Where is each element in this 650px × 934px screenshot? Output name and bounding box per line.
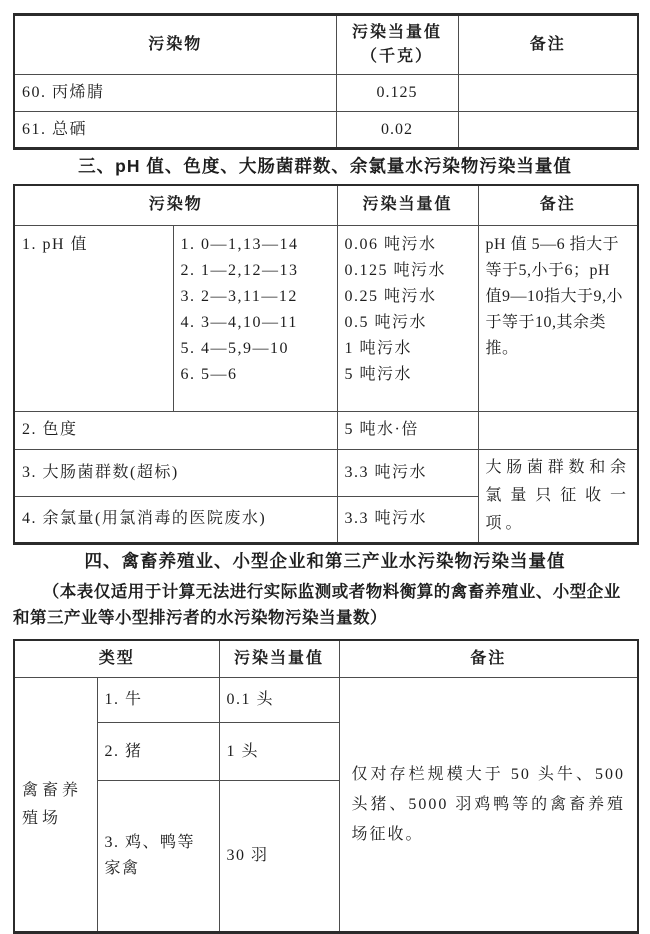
pollutant-equivalent-table-kg (13, 13, 639, 150)
poultry-type: 3. 鸡、鸭等家禽 (97, 781, 219, 933)
livestock-table (13, 639, 639, 934)
coliform-value: 3.3 吨污水 (337, 449, 478, 496)
section4-note: （本表仅适用于计算无法进行实际监测或者物料衡算的禽畜养殖业、小型企业和第三产业等小型排污者的水污染物污染当量数） (13, 579, 637, 639)
livestock-remark: 仅对存栏规模大于 50 头牛、500 头猪、5000 羽鸡鸭等的禽畜养殖场征收。 (339, 678, 638, 933)
coliform-chlorine-shared-remark: 大肠菌群数和余氯量只征收一项。 (478, 449, 638, 543)
colority-remark (478, 411, 638, 449)
cattle-value: 0.1 头 (219, 678, 339, 723)
table2-header-value: 污染当量值 (337, 185, 478, 225)
section3-title: 三、pH 值、色度、大肠菌群数、余氯量水污染物污染当量值 (13, 150, 637, 184)
ph-range-item: 6. 5—6 (181, 362, 330, 388)
table-row-colority (14, 411, 638, 449)
colority-value: 5 吨水·倍 (337, 411, 478, 449)
pig-value: 1 头 (219, 723, 339, 781)
pollutant-name-60: 60. 丙烯腈 (14, 75, 336, 112)
ph-range-item: 2. 1—2,12—13 (181, 258, 330, 284)
ph-range-item: 5. 4—5,9—10 (181, 336, 330, 362)
chlorine-name: 4. 余氯量(用氯消毒的医院废水) (14, 496, 337, 543)
ph-value-list (337, 225, 478, 411)
table1-header-pollutant: 污染物 (14, 15, 336, 75)
pollutant-name-61: 61. 总硒 (14, 112, 336, 149)
pollutant-remark-61 (458, 112, 638, 149)
table-row-ph (14, 225, 638, 411)
table1-header-value-line2: （千克） (341, 45, 454, 69)
cattle-type: 1. 牛 (97, 678, 219, 723)
pollutant-value-61: 0.02 (336, 112, 458, 149)
table2-header-remark: 备注 (478, 185, 638, 225)
pollutant-value-60: 0.125 (336, 75, 458, 112)
table-row (14, 112, 638, 149)
ph-remark: pH 值 5—6 指大于等于5,小于6；pH 值9—10指大于9,小于等于10,其余类推。 (478, 225, 638, 411)
poultry-value: 30 羽 (219, 781, 339, 933)
ph-range-item: 3. 2—3,11—12 (181, 284, 330, 310)
chlorine-value: 3.3 吨污水 (337, 496, 478, 543)
table1-header-value (336, 15, 458, 75)
ph-range-list (173, 225, 337, 411)
table3-header-remark: 备注 (339, 640, 638, 678)
ph-value-item: 0.06 吨污水 (345, 232, 471, 258)
ph-colority-coliform-table (13, 184, 639, 545)
table2-header-row (14, 185, 638, 225)
coliform-name: 3. 大肠菌群数(超标) (14, 449, 337, 496)
colority-name: 2. 色度 (14, 411, 337, 449)
table2-header-pollutant: 污染物 (14, 185, 337, 225)
ph-value-item: 5 吨污水 (345, 362, 471, 388)
ph-range-item: 1. 0—1,13—14 (181, 232, 330, 258)
pollutant-remark-60 (458, 75, 638, 112)
ph-value-item: 0.125 吨污水 (345, 258, 471, 284)
table-row-cattle (14, 678, 638, 723)
section4-title: 四、禽畜养殖业、小型企业和第三产业水污染物污染当量值 (13, 545, 637, 579)
ph-range-item: 4. 3—4,10—11 (181, 310, 330, 336)
ph-row-name: 1. pH 值 (14, 225, 173, 411)
table3-header-value: 污染当量值 (219, 640, 339, 678)
table3-header-type: 类型 (14, 640, 219, 678)
pig-type: 2. 猪 (97, 723, 219, 781)
livestock-category: 禽畜养殖场 (14, 678, 97, 933)
table-row (14, 75, 638, 112)
ph-value-item: 0.25 吨污水 (345, 284, 471, 310)
table3-header-row (14, 640, 638, 678)
table1-header-row (14, 15, 638, 75)
table-row-coliform (14, 449, 638, 496)
ph-value-item: 0.5 吨污水 (345, 310, 471, 336)
ph-value-item: 1 吨污水 (345, 336, 471, 362)
table1-header-value-line1: 污染当量值 (341, 21, 454, 45)
table1-header-remark: 备注 (458, 15, 638, 75)
